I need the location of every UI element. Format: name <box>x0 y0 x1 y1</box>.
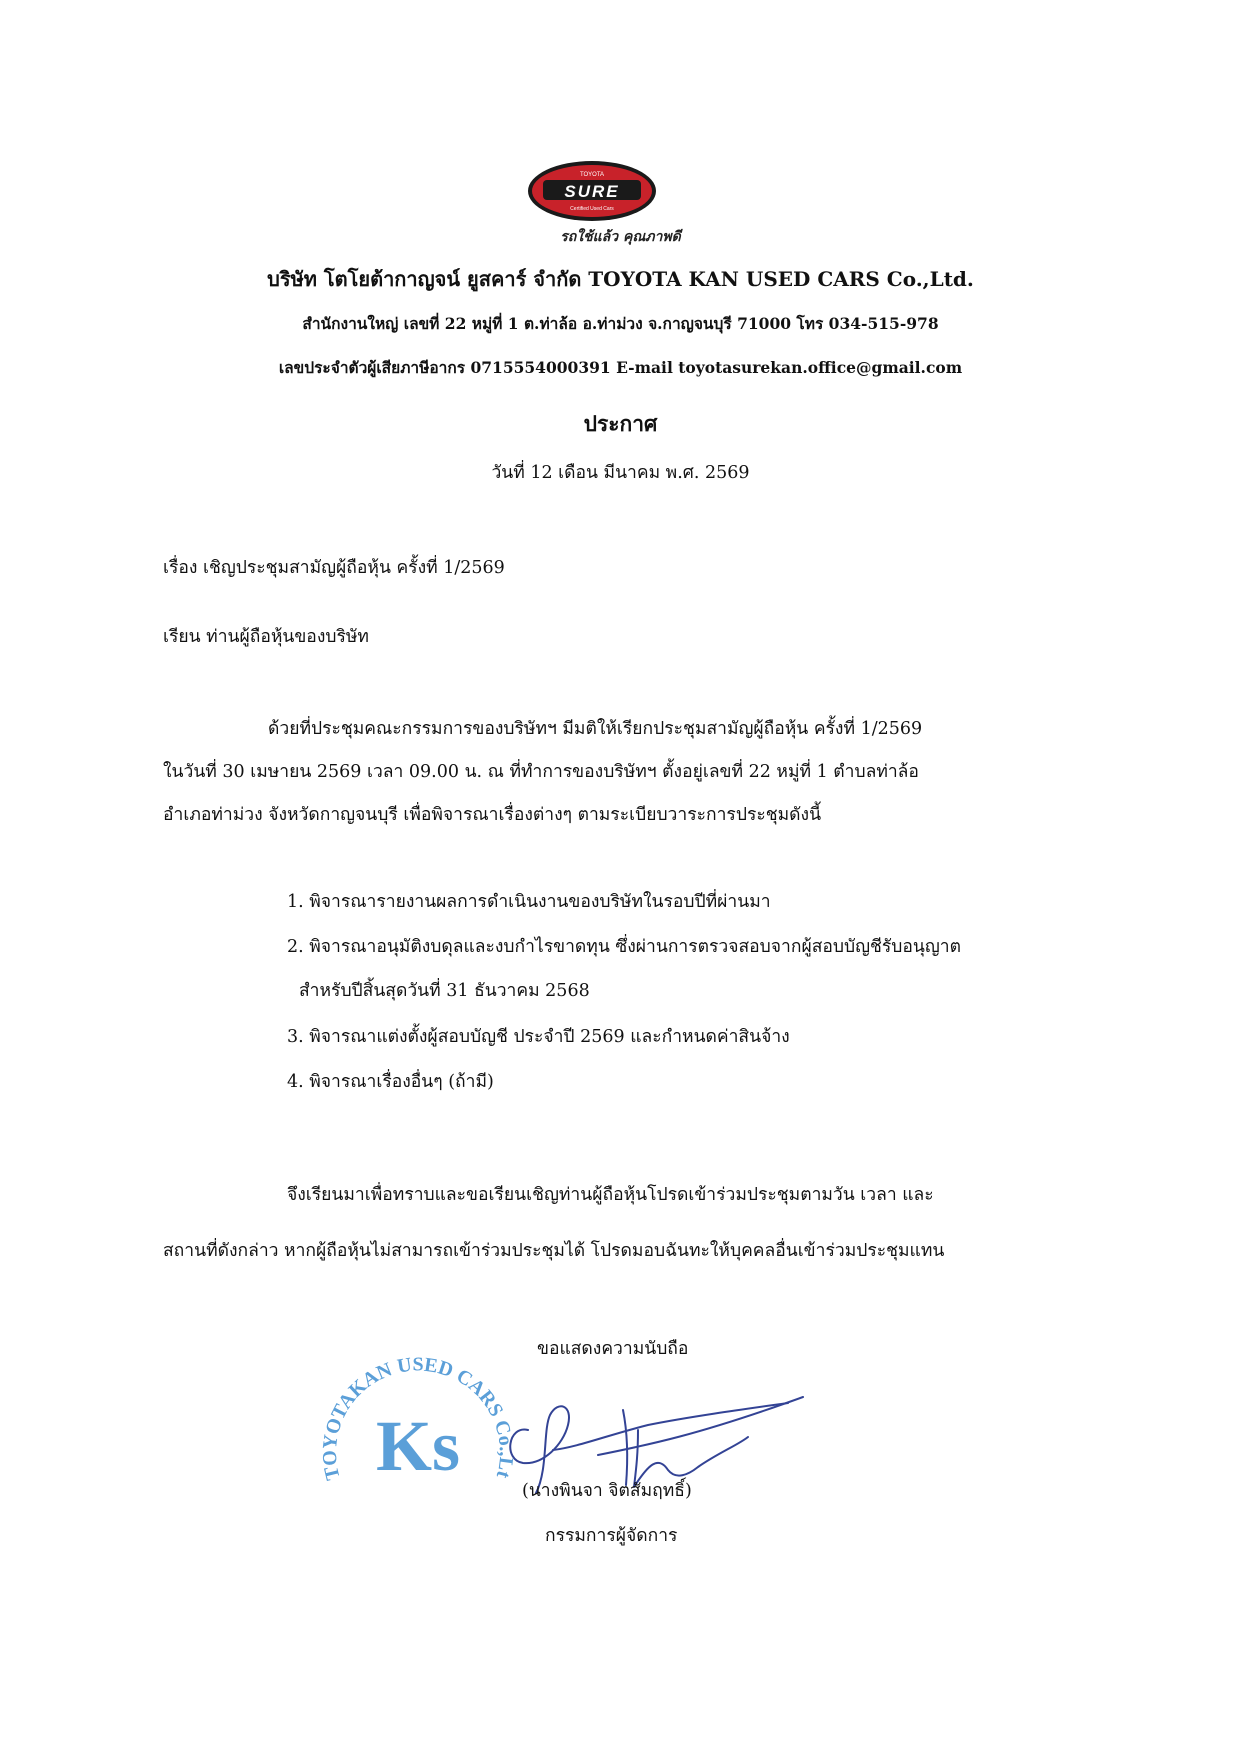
company-address: สำนักงานใหญ่ เลขที่ 22 หมู่ที่ 1 ต.ท่าล้อ อ.ท่าม่วง จ.กาญจนบุรี 71000 โทร 034-515-978 <box>302 314 939 333</box>
logo-brand-small: TOYOTA <box>579 172 605 178</box>
regards-text: ขอแสดงความนับถือ <box>537 1339 689 1359</box>
closing-line-2: สถานที่ดังกล่าว หากผู้ถือหุ้นไม่สามารถเข้าร่วมประชุมได้ โปรดมอบฉันทะให้บุคคลอื่นเข้าร่วมประชุมแทน <box>163 1241 945 1261</box>
agenda-item-3: 3. พิจารณาแต่งตั้งผู้สอบบัญชี ประจำปี 2569 และกำหนดค่าสินจ้าง <box>287 1027 790 1047</box>
letter-recipient: เรียน ท่านผู้ถือหุ้นของบริษัท <box>163 627 369 647</box>
stamp-ring-text: TOYOTAKAN USED CARS Co.,Lt <box>318 1353 518 1483</box>
signature-stroke-2 <box>553 1403 788 1450</box>
intro-line-2: ในวันที่ 30 เมษายน 2569 เวลา 09.00 น. ณ ที่ทำการของบริษัทฯ ตั้งอยู่เลขที่ 22 หมู่ที่ 1 ตำบลท่าล้อ <box>163 762 919 782</box>
intro-line-3: อำเภอท่าม่วง จังหวัดกาญจนบุรี เพื่อพิจารณาเรื่องต่างๆ ตามระเบียบวาระการประชุมดังนี้ <box>163 805 822 825</box>
signer-title: กรรมการผู้จัดการ <box>545 1526 678 1546</box>
intro-line-1: ด้วยที่ประชุมคณะกรรมการของบริษัทฯ มีมติให้เรียกประชุมสามัญผู้ถือหุ้น ครั้งที่ 1/2569 <box>268 719 923 739</box>
closing-line-1: จึงเรียนมาเพื่อทราบและขอเรียนเชิญท่านผู้ถือหุ้นโปรดเข้าร่วมประชุมตามวัน เวลา และ <box>287 1185 934 1205</box>
letter-subject: เรื่อง เชิญประชุมสามัญผู้ถือหุ้น ครั้งที่ 1/2569 <box>163 558 505 578</box>
signer-name: (นางพินจา จิตสัมฤทธิ์) <box>522 1481 692 1501</box>
signature-stroke-3 <box>623 1410 627 1485</box>
stamp-monogram: Ks <box>375 1406 461 1486</box>
agenda-item-2-cont: สำหรับปีสิ้นสุดวันที่ 31 ธันวาคม 2568 <box>299 981 590 1001</box>
logo-brand-sub: Certified Used Cars <box>570 206 614 212</box>
agenda-item-2: 2. พิจารณาอนุมัติงบดุลและงบกำไรขาดทุน ซึ่งผ่านการตรวจสอบจากผู้สอบบัญชีรับอนุญาต <box>287 937 961 957</box>
notice-title: ประกาศ <box>583 411 658 436</box>
notice-date: วันที่ 12 เดือน มีนาคม พ.ศ. 2569 <box>491 463 750 483</box>
company-name: บริษัท โตโยต้ากาญจน์ ยูสคาร์ จำกัด TOYOTA KAN USED CARS Co.,Ltd. <box>267 267 974 291</box>
tax-id-email: เลขประจำตัวผู้เสียภาษีอากร 0715554000391 E-mail toyotasurekan.office@gmail.com <box>278 358 963 377</box>
agenda-item-1: 1. พิจารณารายงานผลการดำเนินงานของบริษัทในรอบปีที่ผ่านมา <box>287 892 771 912</box>
logo-tagline: รถใช้แล้ว คุณภาพดี <box>560 229 681 245</box>
logo-brand: SURE <box>564 182 620 201</box>
agenda-item-4: 4. พิจารณาเรื่องอื่นๆ (ถ้ามี) <box>287 1072 494 1092</box>
